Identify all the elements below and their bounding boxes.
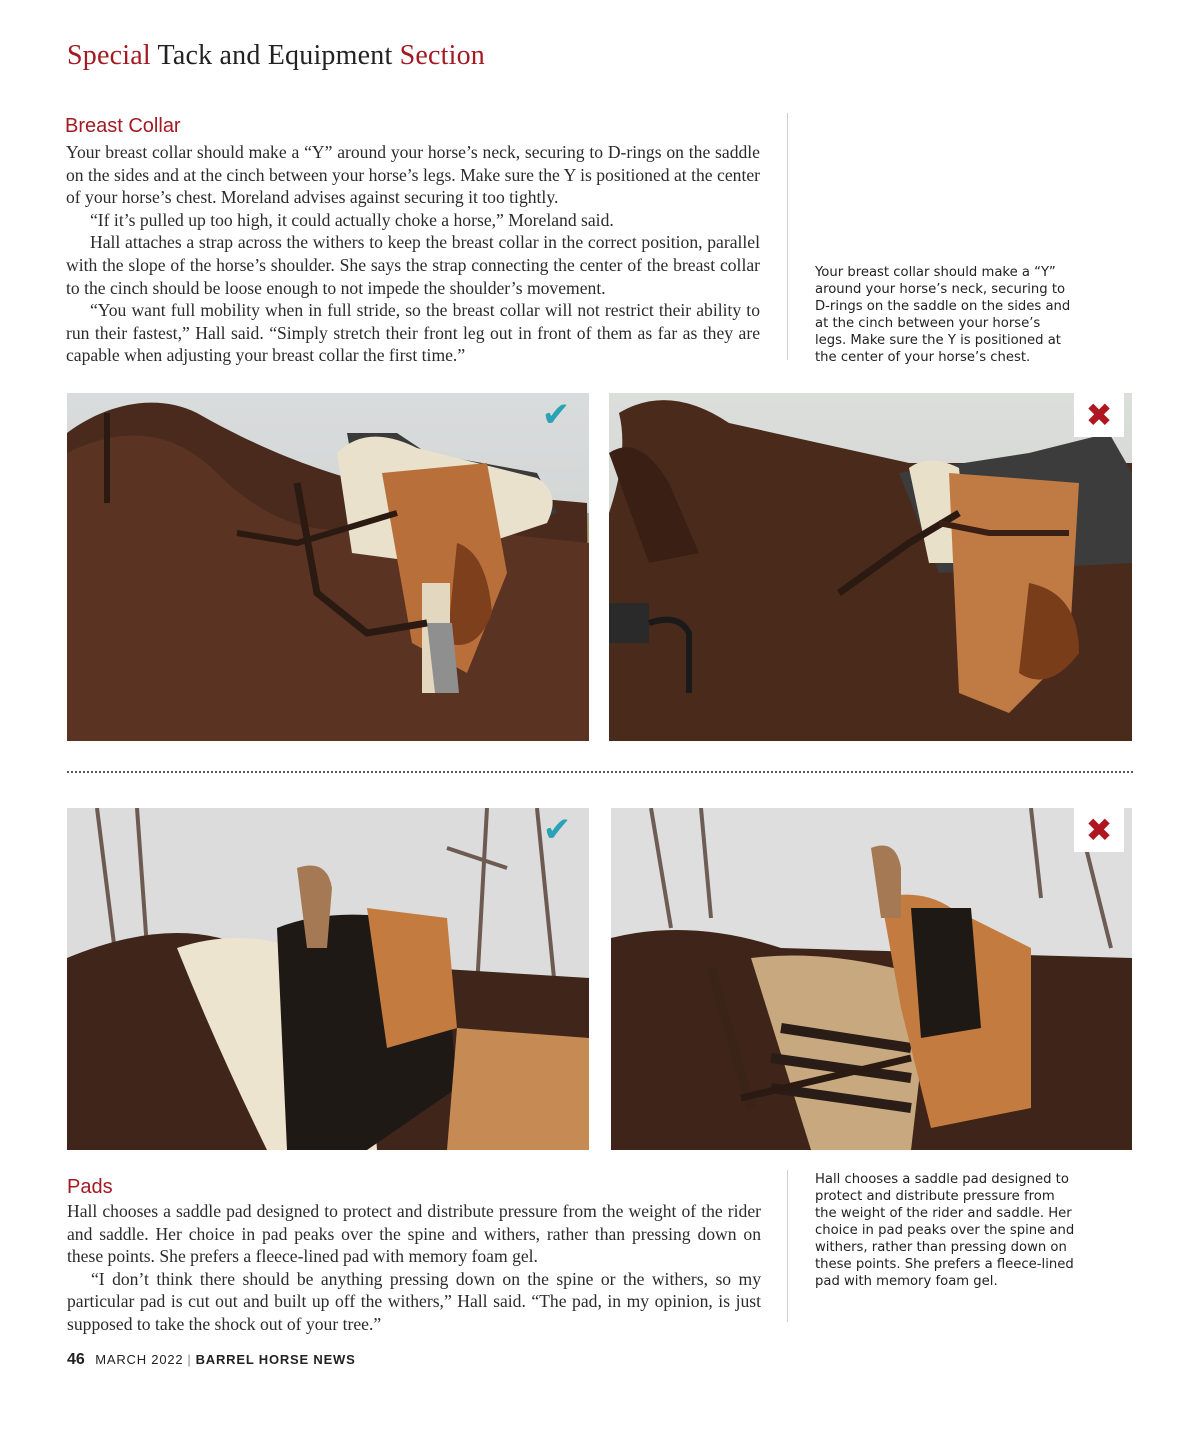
wrong-x-icon: ✖ bbox=[1074, 808, 1124, 852]
caption-divider bbox=[787, 1170, 788, 1322]
photo-pad-correct bbox=[67, 808, 589, 1150]
title-middle: Tack and Equipment bbox=[150, 40, 400, 71]
pads-paragraph: “I don’t think there should be anything pressing down on the spine or the withers, so my particular pad is cut out and built up off the withers,” Hall said. “The pad, in my opinion, is just supposed to take the shock out of your tree.” bbox=[67, 1268, 761, 1334]
pads-heading: Pads bbox=[67, 1176, 113, 1198]
breast-collar-paragraph: “If it’s pulled up too high, it could actually choke a horse,” Moreland said. bbox=[90, 209, 614, 230]
pads-caption: Hall chooses a saddle pad designed to protect and distribute pressure from the weight of the rider and saddle. Her choice in pad peaks over the spine and withers, rather than pressing down on these points. She prefers a fleece-lined pad with memory foam gel. bbox=[815, 1172, 1075, 1289]
photo-breast-collar-correct bbox=[67, 393, 589, 741]
photo-pad-wrong bbox=[611, 808, 1132, 1150]
breast-collar-paragraph: “You want full mobility when in full stride, so the breast collar will not restrict their ability to run their fastest,” Hall said. “Simply stretch their front leg out in front of them as far as they are capable when adjusting your breast collar the first time.” bbox=[66, 300, 760, 366]
correct-check-icon: ✔ bbox=[541, 395, 571, 435]
breast-collar-paragraph: Hall attaches a strap across the withers to keep the breast collar in the correct position, parallel with the slope of the horse’s shoulder. She says the strap connecting the center of the breast collar to the cinch should be loose enough to not impede the shoulder’s movement. bbox=[66, 232, 760, 298]
pads-body bbox=[67, 1200, 761, 1336]
breast-collar-heading: Breast Collar bbox=[65, 115, 181, 137]
page-footer-visible bbox=[67, 1351, 356, 1369]
footer-separator: | bbox=[187, 1352, 192, 1367]
correct-check-icon: ✔ bbox=[542, 810, 572, 850]
title-word-special: Special bbox=[67, 40, 151, 71]
section-divider bbox=[67, 771, 1133, 773]
page-number: 46 bbox=[67, 1351, 85, 1368]
wrong-x-icon: ✖ bbox=[1074, 393, 1124, 437]
photo-breast-collar-wrong bbox=[609, 393, 1132, 741]
issue-date: MARCH 2022 bbox=[95, 1352, 184, 1367]
title-word-section: Section bbox=[399, 40, 486, 71]
breast-collar-paragraph: Your breast collar should make a “Y” around your horse’s neck, securing to D-rings on the saddle on the sides and at the cinch between your horse’s legs. Make sure the Y is positioned at the center of your horse’s chest. Moreland advises against securing it too tightly. bbox=[66, 142, 760, 208]
breast-collar-caption: Your breast collar should make a “Y” around your horse’s neck, securing to D-rings on the saddle on the sides and at the cinch between your horse’s legs. Make sure the Y is positioned at the center of your horse’s chest. bbox=[815, 265, 1071, 365]
pads-paragraph: Hall chooses a saddle pad designed to protect and distribute pressure from the weight of the rider and saddle. Her choice in pad peaks over the spine and withers, rather than pressing down on these points. She prefers a fleece-lined pad with memory foam gel. bbox=[67, 1201, 761, 1267]
publication-name: BARREL HORSE NEWS bbox=[195, 1352, 356, 1367]
caption-divider bbox=[787, 113, 788, 360]
breast-collar-body bbox=[66, 141, 760, 367]
section-title bbox=[67, 40, 485, 72]
